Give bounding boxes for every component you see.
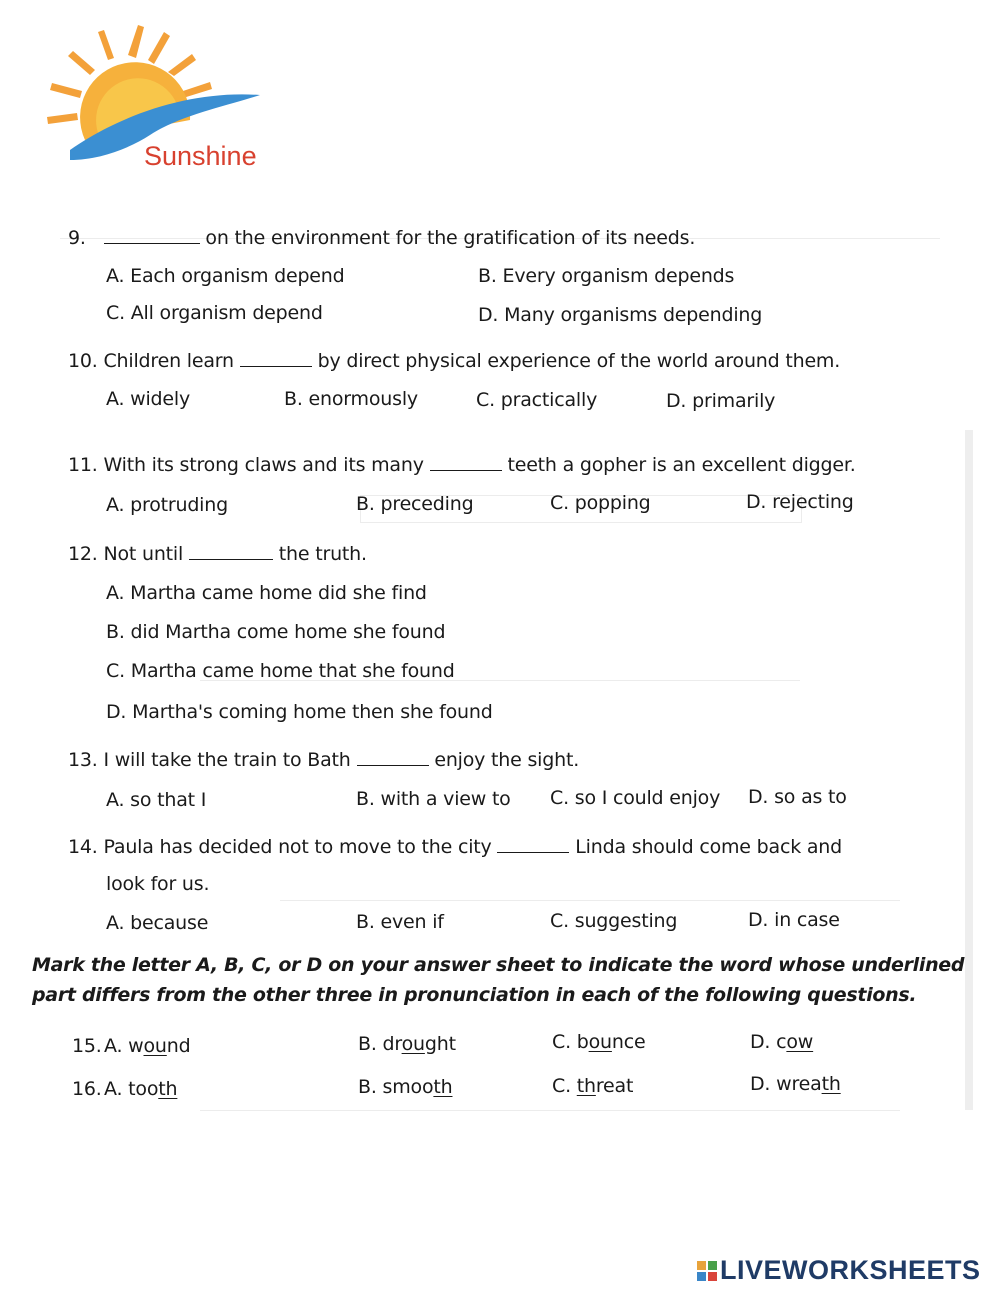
option-c[interactable]: C. bounce: [552, 1031, 646, 1053]
question-text-post: teeth a gopher is an excellent digger.: [507, 454, 856, 476]
option-a[interactable]: A. Martha came home did she find: [106, 582, 427, 604]
option-b[interactable]: B. Every organism depends: [478, 265, 735, 287]
question-text-pre: Children learn: [103, 350, 234, 372]
option-c[interactable]: C. suggesting: [550, 910, 678, 932]
question-line: [68, 543, 367, 565]
option-a[interactable]: A. wound: [104, 1035, 191, 1057]
question-text-pre: Paula has decided not to move to the city: [103, 836, 492, 858]
answer-blank[interactable]: [430, 454, 502, 471]
option-b[interactable]: B. enormously: [284, 388, 418, 410]
underlined-part: ou: [143, 1035, 167, 1057]
question-text: on the environment for the gratification of its needs.: [205, 227, 696, 249]
option-d[interactable]: D. so as to: [748, 786, 847, 808]
liveworksheets-logo-icon: [697, 1261, 717, 1281]
question-number: 15.: [72, 1035, 102, 1057]
option-a[interactable]: A. protruding: [106, 494, 228, 516]
option-d[interactable]: D. primarily: [666, 390, 776, 412]
question-line: [68, 749, 579, 771]
question-text-pre: I will take the train to Bath: [103, 749, 351, 771]
option-a[interactable]: A. Each organism depend: [106, 265, 345, 287]
question-number: 12.: [68, 543, 98, 565]
underlined-part: ou: [401, 1033, 425, 1055]
liveworksheets-wordmark: LIVEWORKSHEETS: [720, 1255, 981, 1285]
answer-blank[interactable]: [497, 836, 569, 853]
option-d[interactable]: D. rejecting: [746, 491, 854, 513]
answer-blank[interactable]: [357, 749, 429, 766]
liveworksheets-footer: [697, 1255, 981, 1287]
question-line: [68, 454, 856, 476]
option-b[interactable]: B. drought: [358, 1033, 456, 1055]
option-a[interactable]: A. because: [106, 912, 209, 934]
underlined-part: th: [821, 1073, 841, 1095]
question-text-pre: With its strong claws and its many: [103, 454, 424, 476]
option-d[interactable]: D. Martha's coming home then she found: [106, 701, 493, 723]
option-c[interactable]: C. Martha came home that she found: [106, 660, 455, 682]
option-a[interactable]: A. so that I: [106, 789, 207, 811]
sunshine-logo: [40, 20, 280, 180]
answer-blank[interactable]: [189, 543, 273, 560]
question-number: 10.: [68, 350, 98, 372]
question-number: 11.: [68, 454, 98, 476]
question-line: [68, 227, 695, 249]
question-number: 14.: [68, 836, 98, 858]
logo-text: Sunshine: [144, 141, 257, 171]
option-c[interactable]: C. practically: [476, 389, 598, 411]
question-text-post: the truth.: [278, 543, 367, 565]
question-line-2: look for us.: [106, 873, 210, 895]
option-b[interactable]: B. did Martha come home she found: [106, 621, 446, 643]
underlined-part: th: [433, 1076, 453, 1098]
question-text-post: by direct physical experience of the world around them.: [317, 350, 841, 372]
underlined-part: ou: [588, 1031, 612, 1053]
question-text-pre: Not until: [103, 543, 184, 565]
option-a[interactable]: A. widely: [106, 388, 191, 410]
question-number: 16.: [72, 1078, 102, 1100]
option-b[interactable]: B. preceding: [356, 493, 474, 515]
instructions-line-1: Mark the letter A, B, C, or D on your answer sheet to indicate the word whose underlined: [32, 954, 965, 976]
option-d[interactable]: D. cow: [750, 1031, 814, 1053]
option-c[interactable]: C. threat: [552, 1075, 634, 1097]
underlined-part: th: [158, 1078, 178, 1100]
question-number: 9.: [68, 227, 86, 249]
option-d[interactable]: D. Many organisms depending: [478, 304, 763, 326]
question-text-post: Linda should come back and: [575, 836, 842, 858]
option-b[interactable]: B. with a view to: [356, 788, 511, 810]
option-d[interactable]: D. in case: [748, 909, 840, 931]
option-c[interactable]: C. popping: [550, 492, 651, 514]
option-b[interactable]: B. smooth: [358, 1076, 453, 1098]
option-c[interactable]: C. so I could enjoy: [550, 787, 721, 809]
question-line: [68, 350, 840, 372]
question-text-post: enjoy the sight.: [434, 749, 580, 771]
option-d[interactable]: D. wreath: [750, 1073, 841, 1095]
question-line: [68, 836, 842, 858]
underlined-part: ow: [786, 1031, 814, 1053]
underlined-part: th: [576, 1075, 596, 1097]
instructions-line-2: part differs from the other three in pronunciation in each of the following questions.: [32, 984, 917, 1006]
answer-blank[interactable]: [104, 227, 200, 244]
option-a[interactable]: A. tooth: [104, 1078, 178, 1100]
option-c[interactable]: C. All organism depend: [106, 302, 323, 324]
answer-blank[interactable]: [240, 350, 312, 367]
question-number: 13.: [68, 749, 98, 771]
option-b[interactable]: B. even if: [356, 911, 444, 933]
